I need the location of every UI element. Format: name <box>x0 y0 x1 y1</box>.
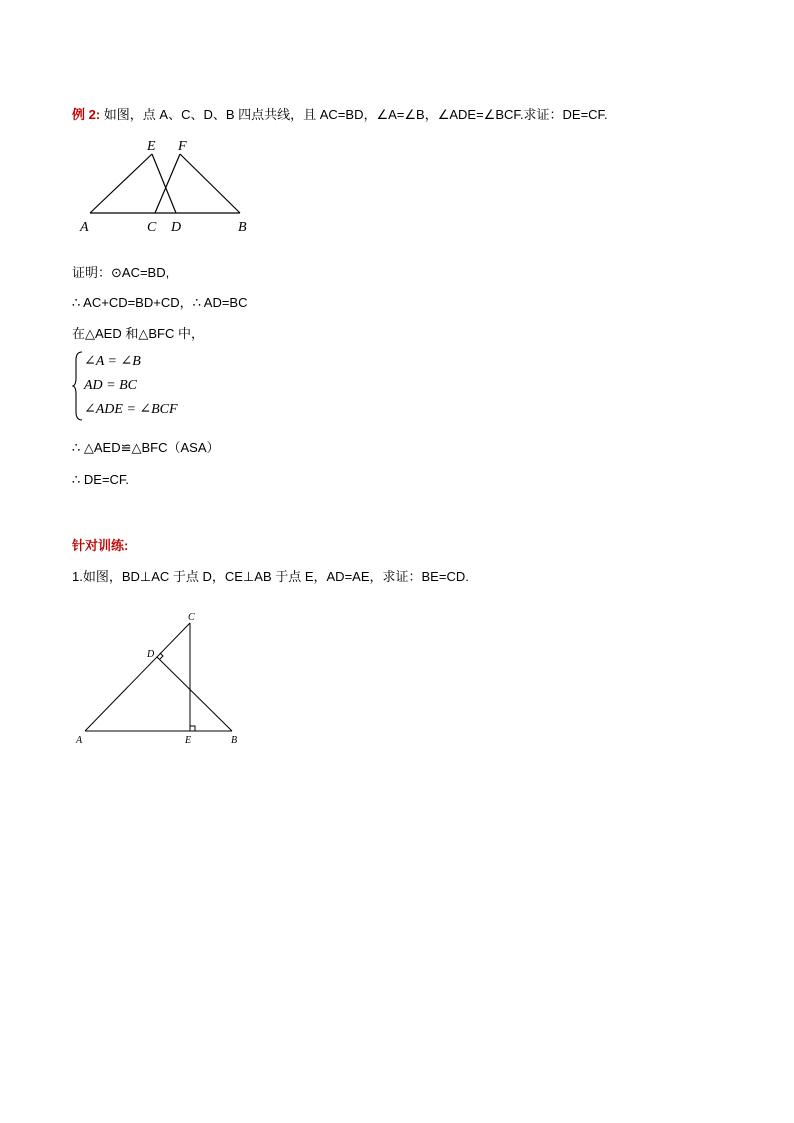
label-c: C <box>147 220 157 235</box>
proof-line-5: ∴ DE=CF. <box>72 472 130 487</box>
right-angle-e <box>190 726 195 731</box>
proof-line-3: 在△AED 和△BFC 中， <box>72 326 204 341</box>
right-angle-d <box>160 653 163 659</box>
system-eq-1: ∠A = ∠B <box>84 354 141 369</box>
example-figure <box>70 132 270 242</box>
example-text: 如图，点 A、C、D、B 四点共线，且 AC=BD，∠A=∠B，∠ADE=∠BCF.求证：DE=CF. <box>103 107 608 122</box>
label-d-2: D <box>147 649 155 660</box>
example-statement <box>72 104 608 123</box>
example-label: 例 2: <box>72 107 101 122</box>
label-d: D <box>171 220 182 235</box>
segment-ac-2 <box>85 623 190 731</box>
segment-fb <box>180 154 240 213</box>
segment-ed <box>152 154 176 213</box>
label-e: E <box>147 139 156 154</box>
segment-ae <box>90 154 152 213</box>
label-a-2: A <box>76 735 83 746</box>
label-c-2: C <box>188 612 195 623</box>
left-brace <box>72 350 84 422</box>
segment-cf <box>155 154 180 213</box>
practice-figure <box>70 605 260 750</box>
label-a: A <box>80 220 89 235</box>
proof-line-1: 证明：⊙AC=BD, <box>72 265 170 280</box>
practice-problem-1: 1.如图，BD⊥AC 于点 D，CE⊥AB 于点 E，AD=AE，求证：BE=CD. <box>72 569 469 584</box>
label-b: B <box>238 220 247 235</box>
label-b-2: B <box>231 735 238 746</box>
system-eq-2: AD = BC <box>84 378 137 393</box>
proof-line-2: ∴ AC+CD=BD+CD，∴ AD=BC <box>72 295 248 310</box>
label-f: F <box>178 139 187 154</box>
label-e-2: E <box>185 735 192 746</box>
segment-db-2 <box>157 657 232 731</box>
proof-line-4: ∴ △AED≌△BFC（ASA） <box>72 440 220 455</box>
system-eq-3: ∠ADE = ∠BCF <box>84 402 178 417</box>
practice-heading: 针对训练: <box>72 538 129 553</box>
